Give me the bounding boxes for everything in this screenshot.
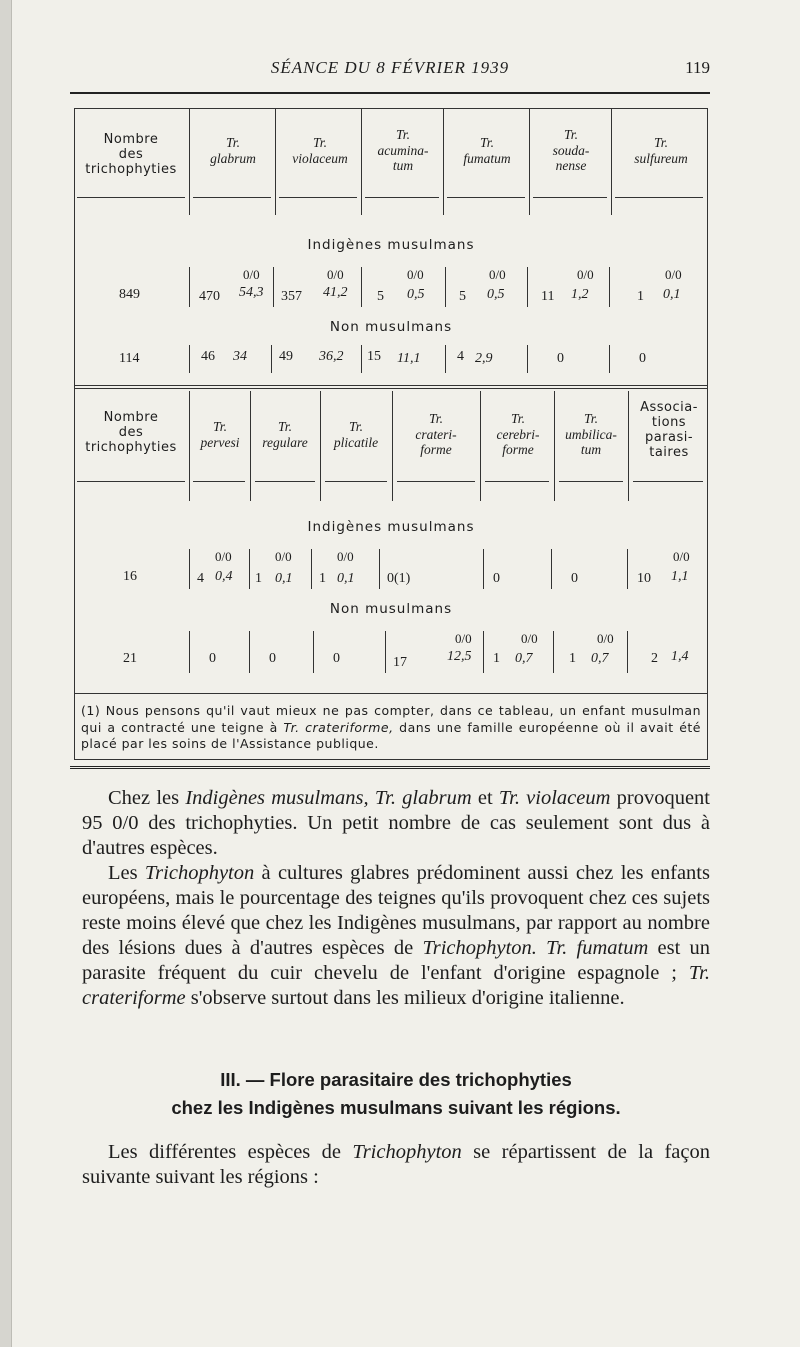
t2-col-label: Tr.: [584, 411, 598, 426]
t2-sep: [189, 391, 190, 501]
t1-rule: [533, 197, 607, 198]
t2-r1-c1-count: 4: [197, 571, 204, 586]
t2-r2-sep: [249, 631, 250, 673]
t2-rule: [397, 481, 475, 482]
t1-col-fumatum: [445, 135, 529, 166]
data-table-frame: [70, 92, 710, 769]
italic-text: Indigènes musulmans,: [185, 787, 369, 809]
text: est un parasite fréquent du cuir chevelu de l'enfant d'origine espagnole ;: [82, 937, 711, 984]
t1-r1-c4-count: 5: [459, 289, 466, 304]
t2-col-label: regulare: [262, 434, 308, 450]
text: Chez les: [108, 787, 186, 809]
t2-r2-c3-count: 0: [333, 651, 340, 666]
t2-r1-sep: [379, 549, 380, 589]
tables-separator: [75, 388, 707, 389]
t2-col-crateriforme: [393, 411, 479, 458]
t2-r1-sep: [627, 549, 628, 589]
t1-col-label: sulfureum: [634, 150, 688, 166]
t1-r2-sep: [445, 345, 446, 373]
t1-rule: [77, 197, 185, 198]
footnote-text: (1) Nous pensons qu'il vaut mieux ne pas compter, dans ce tableau, un enfant musulman qui a contracté une teigne à: [81, 703, 701, 735]
t1-col-label: Tr.: [313, 135, 327, 150]
t2-rh-line2: des: [118, 424, 144, 440]
tables-separator: [75, 385, 707, 386]
section-heading-line2: chez les Indigènes musulmans suivant les régions.: [171, 1097, 621, 1118]
t1-col-label: glabrum: [210, 150, 256, 166]
t2-col-label: Tr.: [349, 419, 363, 434]
t2-col-pervesi: [191, 419, 249, 450]
t1-r2-c2-count: 49: [279, 349, 293, 364]
t1-rule: [279, 197, 357, 198]
percent-symbol: 0/0: [327, 267, 344, 282]
t1-r1-c5-count: 11: [541, 289, 555, 304]
t2-col-associations: [629, 401, 709, 461]
t1-col-label: Tr.: [480, 135, 494, 150]
t1-sep: [529, 109, 530, 215]
t1-col-label: violaceum: [292, 150, 348, 166]
t1-r2-sep: [361, 345, 362, 373]
paragraph-3-block: [82, 1140, 710, 1190]
t1-r2-sep: [271, 345, 272, 373]
t2-col-label: forme: [502, 442, 534, 458]
t2-rule: [559, 481, 623, 482]
t1-r1-c2-count: 357: [281, 289, 302, 304]
t2-r2-c5-count: 1: [493, 651, 500, 666]
t2-sep: [554, 391, 555, 501]
percent-symbol: 0/0: [337, 549, 354, 564]
t1-r2-sep: [189, 345, 190, 373]
page-number: 119: [685, 58, 710, 77]
t1-col-label: nense: [555, 158, 587, 174]
t2-r1-c6-count: 0: [571, 571, 578, 586]
t2-r1-c2-pct: 0,1: [275, 571, 293, 586]
t1-r2-c4-pct: 2,9: [475, 351, 493, 366]
t1-r1-c6-count: 1: [637, 289, 644, 304]
percent-symbol: 0/0: [243, 267, 260, 282]
percent-symbol: 0/0: [407, 267, 424, 282]
t2-r2-sep: [483, 631, 484, 673]
t2-r2-c6-pct: 0,7: [591, 651, 609, 666]
italic-text: Tr. crateriforme: [82, 962, 710, 1009]
percent-symbol: 0/0: [215, 549, 232, 564]
t2-col-label: crateri-: [415, 426, 457, 442]
t2-sep: [480, 391, 481, 501]
paragraph-1: [82, 786, 710, 861]
t2-r1-sep: [311, 549, 312, 589]
t1-r1-c6-pct: 0,1: [663, 287, 681, 302]
t1-r2-total: 114: [119, 351, 140, 366]
t2-col-umbilicatum: [555, 411, 627, 458]
section-heading: [82, 1066, 710, 1122]
t1-col-violaceum: [277, 135, 363, 166]
t2-col-label: Tr.: [213, 419, 227, 434]
page-gutter: [0, 0, 12, 1347]
t2-r1-c4-count: 0(1): [387, 571, 411, 586]
t2-r1-sep: [189, 549, 190, 589]
running-header: [70, 58, 710, 84]
table-footnote: [81, 703, 701, 753]
t1-r2-sep: [609, 345, 610, 373]
text: à cultures glabres prédominent aussi chez les enfants européens, mais le pourcentage des teignes qu'ils provoquent chez ces sujets reste moins élevé que chez les Indigènes musulmans, par rapport au nombre des lésions dues à d'autres espèces de: [82, 862, 710, 959]
t2-rule: [325, 481, 387, 482]
t1-r2-c3-pct: 11,1: [397, 351, 421, 366]
t1-r2-c5-count: 0: [557, 351, 564, 366]
footnote-species: Tr. crateriforme,: [283, 719, 394, 735]
t1-r1-c5-pct: 1,2: [571, 287, 589, 302]
t1-rule: [447, 197, 525, 198]
t2-rule: [485, 481, 549, 482]
italic-text: Tr. violaceum: [498, 787, 611, 809]
t2-col-label: taires: [649, 444, 689, 460]
t2-r1-c3-pct: 0,1: [337, 571, 355, 586]
text: [537, 937, 546, 959]
text: et: [471, 787, 499, 809]
t2-r2-total: 21: [123, 651, 137, 666]
text: se répartissent de la façon suivante suivant les régions :: [82, 1141, 710, 1188]
italic-text: Trichophyton: [352, 1141, 462, 1163]
text: provoquent 95 0/0 des trichophyties. Un petit nombre de cas seulement sont dus à d'autres espèces.: [82, 787, 711, 859]
t1-rh-line2: des: [118, 146, 144, 162]
t2-r1-sep: [551, 549, 552, 589]
t1-sep: [443, 109, 444, 215]
t2-r1-c7-count: 10: [637, 571, 651, 586]
t1-rh-line1: Nombre: [103, 132, 159, 147]
t1-col-label: Tr.: [654, 135, 668, 150]
t2-sep: [250, 391, 251, 501]
t2-r2-c7-count: 2: [651, 651, 658, 666]
t2-col-label: parasi-: [644, 429, 694, 445]
t1-sep: [361, 109, 362, 215]
t1-rule: [193, 197, 271, 198]
paragraph-2: [82, 861, 710, 1011]
t1-col-glabrum: [191, 135, 275, 166]
t1-col-acuminatum: [363, 127, 443, 174]
t2-col-label: pervesi: [200, 434, 240, 450]
t1-col-label: Tr.: [396, 127, 410, 142]
t1-r2-c6-count: 0: [639, 351, 646, 366]
t2-col-label: tions: [651, 414, 687, 430]
t2-col-label: Associa-: [640, 400, 698, 415]
t2-r2-c4-count: 17: [393, 655, 407, 670]
body-paragraphs: [82, 786, 710, 1011]
t1-r1-sep: [609, 267, 610, 307]
t2-col-regulare: [251, 419, 319, 450]
t2-r1-c2-count: 1: [255, 571, 262, 586]
t2-col-label: forme: [420, 442, 452, 458]
t1-r1-c1-count: 470: [199, 289, 220, 304]
t1-r1-c2-pct: 41,2: [323, 285, 348, 300]
t2-r2-c5-pct: 0,7: [515, 651, 533, 666]
t1-r2-c4-count: 4: [457, 349, 464, 364]
percent-symbol: 0/0: [597, 631, 614, 646]
t1-section-non-musulmans: Non musulmans: [329, 319, 453, 335]
t1-rule: [615, 197, 703, 198]
t2-r2-c1-count: 0: [209, 651, 216, 666]
t1-r1-c4-pct: 0,5: [487, 287, 505, 302]
percent-symbol: 0/0: [673, 549, 690, 564]
t1-r1-sep: [527, 267, 528, 307]
t1-col-label: tum: [392, 158, 414, 174]
t2-r1-sep: [249, 549, 250, 589]
percent-symbol: 0/0: [489, 267, 506, 282]
t2-r2-c4-pct: 12,5: [447, 649, 472, 664]
t2-rule: [633, 481, 703, 482]
percent-symbol: 0/0: [521, 631, 538, 646]
t1-r1-sep: [445, 267, 446, 307]
t2-rule: [77, 481, 185, 482]
footnote-rule: [75, 693, 707, 694]
t1-r2-sep: [527, 345, 528, 373]
section-heading-line1: III. — Flore parasitaire des trichophyties: [220, 1069, 572, 1090]
t1-sep: [611, 109, 612, 215]
t1-r1-total: 849: [119, 287, 140, 302]
t1-col-soudanense: [531, 127, 611, 174]
t2-col-label: plicatile: [333, 434, 379, 450]
t2-rh-line1: Nombre: [103, 410, 159, 425]
t2-col-plicatile: [321, 419, 391, 450]
t2-r1-c7-pct: 1,1: [671, 569, 689, 584]
t2-sep: [320, 391, 321, 501]
t1-col-label: souda-: [552, 142, 590, 158]
t1-col-label: fumatum: [463, 150, 511, 166]
t1-r1-sep: [361, 267, 362, 307]
t1-col-label: Tr.: [226, 135, 240, 150]
t1-rule: [365, 197, 439, 198]
t1-r1-sep: [273, 267, 274, 307]
t2-r2-c6-count: 1: [569, 651, 576, 666]
italic-text: Tr. fumatum: [546, 937, 649, 959]
t2-r2-sep: [553, 631, 554, 673]
t2-section-non-musulmans: Non musulmans: [329, 601, 453, 617]
t2-r2-sep: [385, 631, 386, 673]
t2-r1-sep: [483, 549, 484, 589]
header-title: SÉANCE DU 8 FÉVRIER 1939: [270, 58, 510, 77]
t1-r2-c1-count: 46: [201, 349, 215, 364]
text: Les: [108, 862, 145, 884]
t2-col-label: Tr.: [429, 411, 443, 426]
t2-col-label: umbilica-: [565, 426, 617, 442]
t1-col-label: acumina-: [377, 142, 429, 158]
t2-r1-total: 16: [123, 569, 137, 584]
percent-symbol: 0/0: [455, 631, 472, 646]
t2-col-label: Tr.: [511, 411, 525, 426]
t2-col-label: cerebri-: [496, 426, 540, 442]
percent-symbol: 0/0: [275, 549, 292, 564]
t1-r2-c3-count: 15: [367, 349, 381, 364]
t1-row-header: [75, 133, 187, 178]
t1-section-indigenes: Indigènes musulmans: [307, 237, 475, 253]
italic-text: Trichophyton.: [422, 937, 537, 959]
t2-sep: [392, 391, 393, 501]
t1-r1-c1-pct: 54,3: [239, 285, 264, 300]
t2-r2-c7-pct: 1,4: [671, 649, 689, 664]
t1-rh-line3: trichophyties: [85, 161, 177, 177]
t2-col-cerebriforme: [481, 411, 555, 458]
t2-r1-c3-count: 1: [319, 571, 326, 586]
t1-sep: [189, 109, 190, 215]
data-table: [74, 108, 708, 760]
t2-rh-line3: trichophyties: [85, 439, 177, 455]
t1-r1-c3-count: 5: [377, 289, 384, 304]
t1-r2-c2-pct: 36,2: [319, 349, 344, 364]
italic-text: Tr. glabrum: [374, 787, 472, 809]
t2-row-header: [75, 411, 187, 456]
t2-sep: [628, 391, 629, 501]
t2-r2-sep: [313, 631, 314, 673]
t1-r1-c3-pct: 0,5: [407, 287, 425, 302]
percent-symbol: 0/0: [665, 267, 682, 282]
t2-rule: [255, 481, 315, 482]
paragraph-3: [82, 1140, 710, 1190]
t1-sep: [275, 109, 276, 215]
t2-r1-c5-count: 0: [493, 571, 500, 586]
t2-section-indigenes: Indigènes musulmans: [307, 519, 475, 535]
footnote-text: dans une famille européenne où il avait été placé par les soins de l'Assistance publique.: [81, 719, 702, 751]
t1-r1-sep: [189, 267, 190, 307]
t2-col-label: Tr.: [278, 419, 292, 434]
t1-r2-c1-pct: 34: [233, 349, 247, 364]
t1-col-label: Tr.: [564, 127, 578, 142]
t2-r2-c2-count: 0: [269, 651, 276, 666]
t2-rule: [193, 481, 245, 482]
text: Les différentes espèces de: [108, 1141, 353, 1163]
t2-r1-c1-pct: 0,4: [215, 569, 233, 584]
t2-r2-sep: [627, 631, 628, 673]
percent-symbol: 0/0: [577, 267, 594, 282]
t2-r2-sep: [189, 631, 190, 673]
italic-text: Trichophyton: [144, 862, 255, 884]
t1-col-sulfureum: [613, 135, 709, 166]
text: s'observe surtout dans les milieux d'origine italienne.: [185, 987, 625, 1009]
t2-col-label: tum: [580, 442, 602, 458]
